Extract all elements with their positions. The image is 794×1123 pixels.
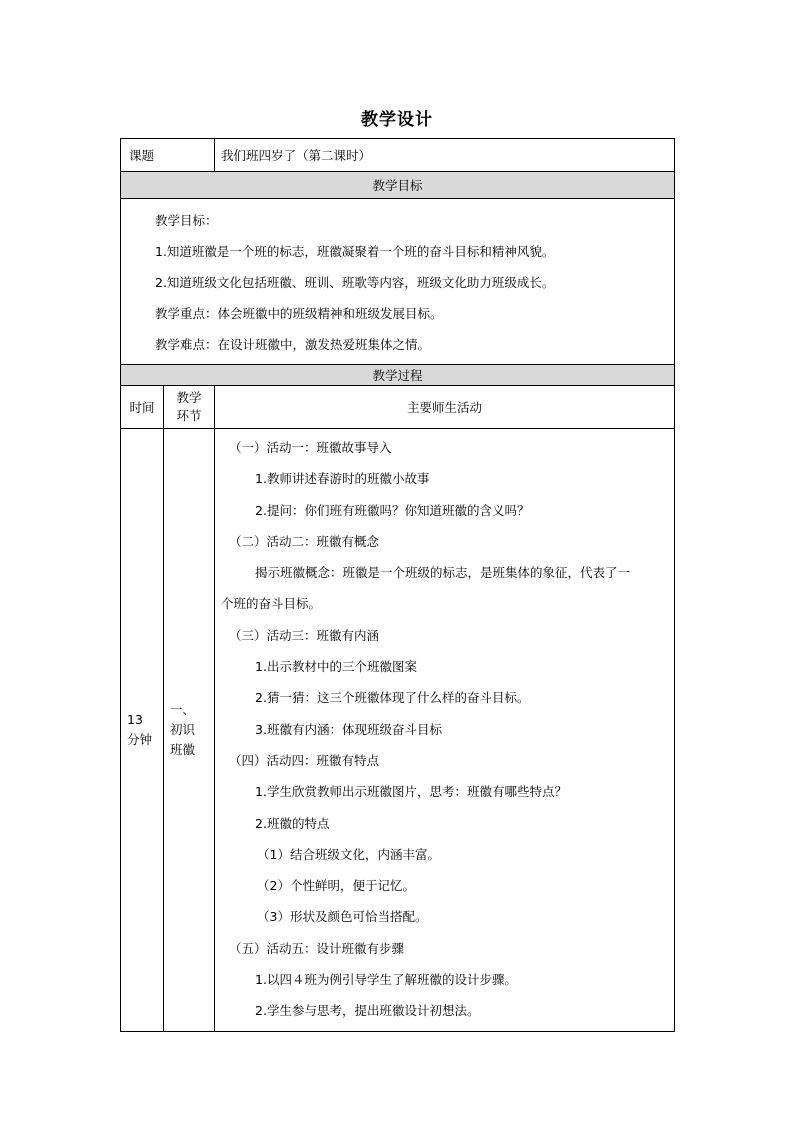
process-header-row — [121, 365, 675, 386]
activity-item: 1.以四４班为例引导学生了解班徽的设计步骤。 — [255, 972, 517, 988]
column-header-activity: 主要师生活动 — [215, 386, 675, 429]
column-header-time: 时间 — [121, 386, 164, 429]
goals-body-row — [121, 199, 675, 365]
time-cell — [121, 429, 164, 1032]
column-header-step-line1: 教学 — [176, 390, 202, 405]
column-header-step-line2: 环节 — [176, 408, 202, 423]
topic-value: 我们班四岁了（第二课时） — [215, 139, 675, 172]
goals-body — [121, 199, 675, 365]
activities-cell — [215, 429, 675, 1032]
goals-section-header: 教学目标 — [121, 172, 675, 199]
column-header-step — [164, 386, 215, 429]
activity-item: 1.出示教材中的三个班徽图案 — [255, 659, 417, 675]
time-unit: 分钟 — [127, 731, 153, 747]
activity-item: 2.学生参与思考，提出班徽设计初想法。 — [255, 1003, 480, 1019]
activity-item: 3.班徽有内涵：体现班级奋斗目标 — [255, 721, 442, 737]
activity-subitem: （1）结合班级文化，内涵丰富。 — [257, 846, 440, 862]
activity-subitem: （2）个性鲜明，便于记忆。 — [257, 878, 415, 894]
topic-row — [121, 139, 675, 172]
activity-subitem: （3）形状及颜色可恰当搭配。 — [257, 909, 428, 925]
activity-heading: （四）活动四：班徽有特点 — [229, 752, 380, 768]
process-row — [121, 429, 675, 1032]
activity-paragraph-continued: 个班的奋斗目标。 — [221, 596, 322, 612]
process-column-headers — [121, 386, 675, 429]
activity-item: 2.猜一猜：这三个班徽体现了什么样的奋斗目标。 — [255, 690, 530, 706]
difficult-point: 教学难点：在设计班徽中，激发热爱班集体之情。 — [155, 337, 431, 352]
time-value: 13 — [127, 711, 143, 727]
goal-item: 2.知道班级文化包括班徽、班训、班歌等内容，班级文化助力班级成长。 — [155, 275, 555, 290]
activity-item: 1.教师讲述春游时的班徽小故事 — [255, 471, 430, 487]
key-point: 教学重点：体会班徽中的班级精神和班级发展目标。 — [155, 306, 443, 321]
lesson-plan-table — [120, 138, 675, 1032]
activity-heading: （三）活动三：班徽有内涵 — [229, 627, 380, 643]
goal-item: 1.知道班徽是一个班的标志，班徽凝聚着一个班的奋斗目标和精神风貌。 — [155, 244, 555, 259]
activity-heading: （一）活动一：班徽故事导入 — [229, 440, 392, 455]
activity-heading: （五）活动五：设计班徽有步骤 — [229, 940, 405, 956]
activity-heading: （二）活动二：班徽有概念 — [229, 533, 380, 549]
step-number: 一、 — [170, 701, 196, 717]
goals-header-row — [121, 172, 675, 199]
goals-intro: 教学目标： — [155, 213, 218, 228]
step-cell — [164, 429, 215, 1032]
document-title: 教学设计 — [361, 110, 433, 130]
activity-item: 2.班徽的特点 — [255, 815, 330, 831]
process-section-header: 教学过程 — [121, 365, 675, 386]
step-name-line2: 班徽 — [170, 741, 196, 757]
activity-paragraph: 揭示班徽概念：班徽是一个班级的标志，是班集体的象征，代表了一 — [255, 565, 631, 581]
topic-label: 课题 — [121, 139, 215, 172]
activity-item: 2.提问：你们班有班徽吗？你知道班徽的含义吗？ — [255, 502, 530, 518]
activity-item: 1.学生欣赏教师出示班徽图片，思考：班徽有哪些特点？ — [255, 784, 567, 800]
step-name-line1: 初识 — [170, 721, 196, 737]
